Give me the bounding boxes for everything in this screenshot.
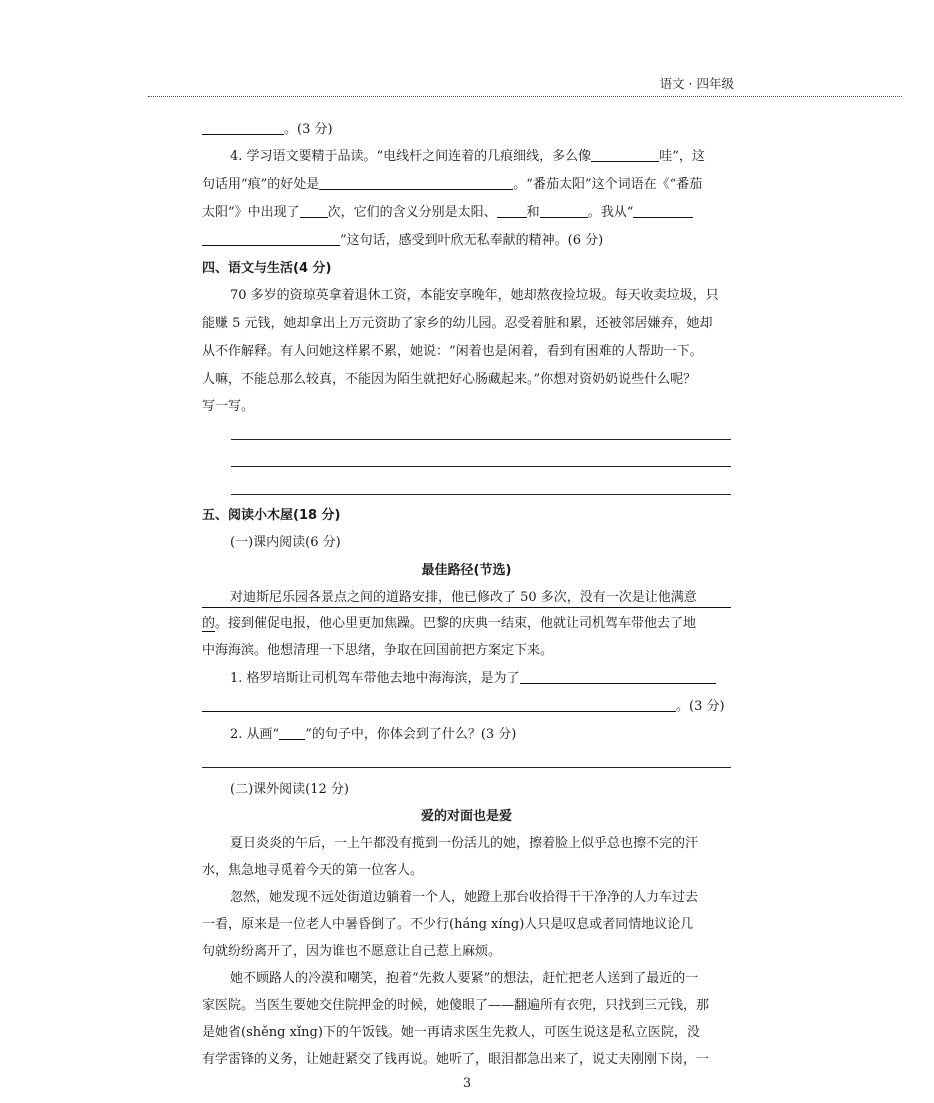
q4-line-2: 句话用“痕”的好处是 。“番茄太阳”这个词语在《“番茄 xyxy=(202,177,703,192)
passage-2-line: 她不顾路人的冷漠和嘲笑，抱着“先救人要紧”的想法，赶忙把老人送到了最近的一 xyxy=(230,971,699,986)
writing-line[interactable] xyxy=(231,439,731,440)
passage-2-line: 句就纷纷离开了，因为谁也不愿意让自己惹上麻烦。 xyxy=(202,944,502,959)
passage-1-line-3: 中海海滨。他想清理一下思绪，争取在回国前把方案定下来。 xyxy=(202,643,554,658)
section-4-line-2: 能赚 5 元钱，她却拿出上万元资助了家乡的幼儿园。忍受着脏和累，还被邻居嫌弃，她却 xyxy=(202,316,713,331)
passage-1-line-1: 对迪斯尼乐园各景点之间的道路安排，他已修改了 50 多次，没有一次是让他满意 xyxy=(202,588,731,608)
answer-blank[interactable] xyxy=(633,203,693,218)
answer-blank[interactable] xyxy=(202,231,340,246)
passage-2-line: 有学雷锋的义务，让她赶紧交了钱再说。她听了，眼泪都急出来了，说丈夫刚刚下岗，一 xyxy=(202,1052,710,1067)
page-number: 3 xyxy=(462,1076,472,1091)
page-header-subject: 语文 · 四年级 xyxy=(659,76,734,91)
section-4-line-1: 70 多岁的资琼英拿着退休工资，本能安享晚年，她却熬夜捡垃圾。每天收卖垃圾，只 xyxy=(230,288,719,303)
answer-blank[interactable] xyxy=(319,175,513,190)
question-2-line: 2. 从画“ ”的句子中，你体会到了什么？(3 分) xyxy=(230,727,517,742)
writing-line[interactable] xyxy=(202,767,731,768)
passage-2-line: 夏日炎炎的午后，一上午都没有揽到一份活儿的她，擦着脸上似乎总也擦不完的汗 xyxy=(230,836,699,851)
passage-2-line: 忽然，她发现不远处街道边躺着一个人，她蹬上那台收拾得干干净净的人力车过去 xyxy=(230,890,699,905)
passage-2-line: 是她省(shěng xǐng)下的午饭钱。她一再请求医生先救人，可医生说这是私立医院，没 xyxy=(202,1025,700,1040)
section-4-title: 四、语文与生活(4 分) xyxy=(202,261,332,276)
q4-line-4: ”这句话，感受到叶欣无私奉献的精神。(6 分) xyxy=(202,231,731,251)
section-4-line-3: 从不作解释。有人问她这样累不累，她说：“闲着也是闲着，看到有困难的人帮助一下。 xyxy=(202,344,703,359)
passage-2-title: 爱的对面也是爱 xyxy=(420,809,512,824)
passage-1-title: 最佳路径(节选) xyxy=(421,563,512,578)
writing-line[interactable] xyxy=(231,466,731,467)
answer-blank[interactable] xyxy=(591,147,659,162)
q4-line-1: 4. 学习语文要精于品读。“电线杆之间连着的几痕细线，多么像 哇”，这 xyxy=(230,149,705,164)
part-1-label: (一)课内阅读(6 分) xyxy=(230,535,341,550)
answer-blank[interactable] xyxy=(279,725,305,740)
section-5-title: 五、阅读小木屋(18 分) xyxy=(202,508,341,523)
answer-blank[interactable] xyxy=(497,203,527,218)
writing-line[interactable] xyxy=(231,494,731,495)
passage-2-line: 家医院。当医生要她交住院押金的时候，她傻眼了——翻遍所有衣兜，只找到三元钱，那 xyxy=(202,998,710,1013)
answer-blank[interactable] xyxy=(540,203,588,218)
section-4-line-5: 写一写。 xyxy=(202,399,255,414)
section-4-line-4: 人嘛，不能总那么较真，不能因为陌生就把好心肠藏起来。”你想对资奶奶说些什么呢？ xyxy=(202,372,697,387)
answer-blank[interactable] xyxy=(520,669,716,684)
answer-blank[interactable] xyxy=(202,697,676,712)
part-2-label: (二)课外阅读(12 分) xyxy=(230,782,349,797)
question-1-continued: 。(3 分) xyxy=(202,697,731,717)
q3-tail: 。(3 分) xyxy=(202,120,731,140)
question-1-line: 1. 格罗培斯让司机驾车带他去地中海海滨，是为了 xyxy=(202,669,759,689)
header-divider xyxy=(148,96,902,97)
answer-blank[interactable] xyxy=(202,120,284,135)
passage-1-line-2: 的。接到催促电报，他心里更加焦躁。巴黎的庆典一结束，他就让司机驾车带他去了地 xyxy=(202,616,697,631)
q4-line-3: 太阳”》中出现了 次，它们的含义分别是太阳、 和 。我从“ xyxy=(202,203,731,223)
passage-2-line: 一看，原来是一位老人中暑昏倒了。不少行(háng xíng)人只是叹息或者同情地议论几 xyxy=(202,917,694,932)
answer-blank[interactable] xyxy=(300,203,328,218)
passage-2-line: 水，焦急地寻觅着今天的第一位客人。 xyxy=(202,863,424,878)
